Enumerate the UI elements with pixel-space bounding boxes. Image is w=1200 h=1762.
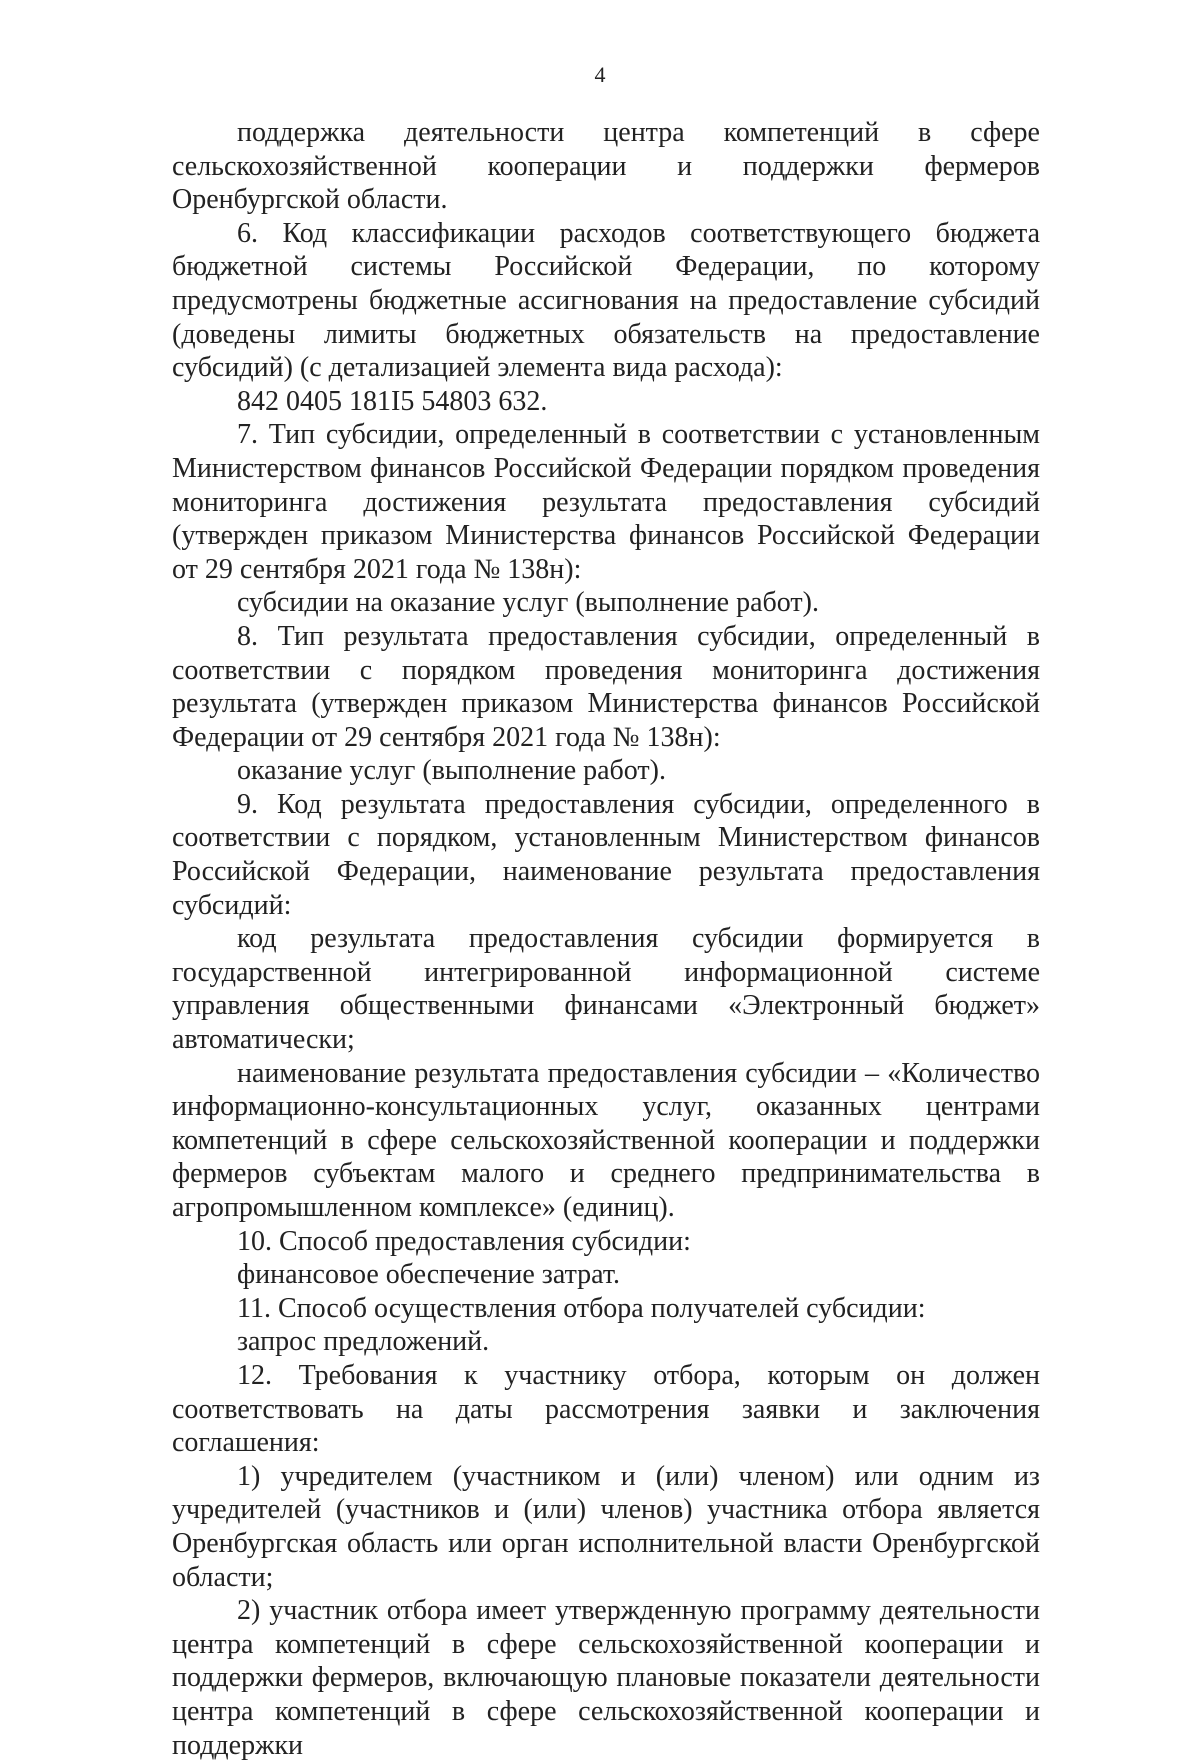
paragraph-item-8: 8. Тип результата предоставления субсидии, определенный в соответствии с порядком проведения мониторинга достижения результата (утвержден приказом Министерства финансов Российской Федерации от 29 сентября 2021 года № 138н): [172, 620, 1040, 753]
paragraph-item-6: 6. Код классификации расходов соответствующего бюджета бюджетной системы Российской Федерации, по которому предусмотрены бюджетные ассигнования на предоставление субсидий (доведены лимиты бюджетных обязательств на предоставление субсидий) (с детализацией элемента вида расхода): [172, 217, 1040, 384]
page-number: 4 [594, 62, 606, 87]
paragraph-result-name: наименование результата предоставления субсидии – «Количество информационно-консультационных услуг, оказанных центрами компетенций в сфере сельскохозяйственной кооперации и поддержки фермеров субъектам малого и среднего предпринимательства в агропромышленном комплексе» (единиц). [172, 1057, 1040, 1223]
paragraph-result-code: код результата предоставления субсидии формируется в государственной интегрированной информационной системе управления общественными финансами «Электронный бюджет» автоматически; [172, 923, 1040, 1056]
paragraph-item-11: 11. Способ осуществления отбора получателей субсидии: [237, 1292, 926, 1324]
paragraph-selection-method: запрос предложений. [237, 1326, 490, 1358]
paragraph-continuation: поддержка деятельности центра компетенций в сфере сельскохозяйственной кооперации и поддержки фермеров Оренбургской области. [172, 117, 1040, 216]
document-body [172, 116, 1040, 1762]
paragraph-item-7: 7. Тип субсидии, определенный в соответствии с установленным Министерством финансов Российской Федерации порядком проведения мониторинга достижения результата предоставления субсидий (утвержден приказом Министерства финансов Российской Федерации от 29 сентября 2021 года № 138н): [172, 419, 1040, 585]
paragraph-requirement-1: 1) учредителем (участником и (или) членом) или одним из учредителей (участников и (или) членов) участника отбора является Оренбургская область или орган исполнительной власти Оренбургской области; [172, 1460, 1040, 1593]
paragraph-budget-code: 842 0405 181I5 54803 632. [237, 385, 548, 417]
paragraph-item-12: 12. Требования к участнику отбора, которым он должен соответствовать на даты рассмотрения заявки и заключения соглашения: [172, 1359, 1040, 1459]
paragraph-method: финансовое обеспечение затрат. [237, 1259, 620, 1291]
paragraph-item-9: 9. Код результата предоставления субсидии, определенного в соответствии с порядком, установленным Министерством финансов Российской Федерации, наименование результата предоставления субсидий: [172, 788, 1040, 921]
paragraph-requirement-2: 2) участник отбора имеет утвержденную программу деятельности центра компетенций в сфере сельскохозяйственной кооперации и поддержки фермеров, включающую плановые показатели деятельности центра компетенций в сфере сельскохозяйственной кооперации и поддержки [172, 1595, 1040, 1761]
paragraph-result-type: оказание услуг (выполнение работ). [237, 755, 666, 787]
paragraph-subsidy-type: субсидии на оказание услуг (выполнение работ). [237, 587, 819, 619]
paragraph-item-10: 10. Способ предоставления субсидии: [237, 1225, 691, 1257]
